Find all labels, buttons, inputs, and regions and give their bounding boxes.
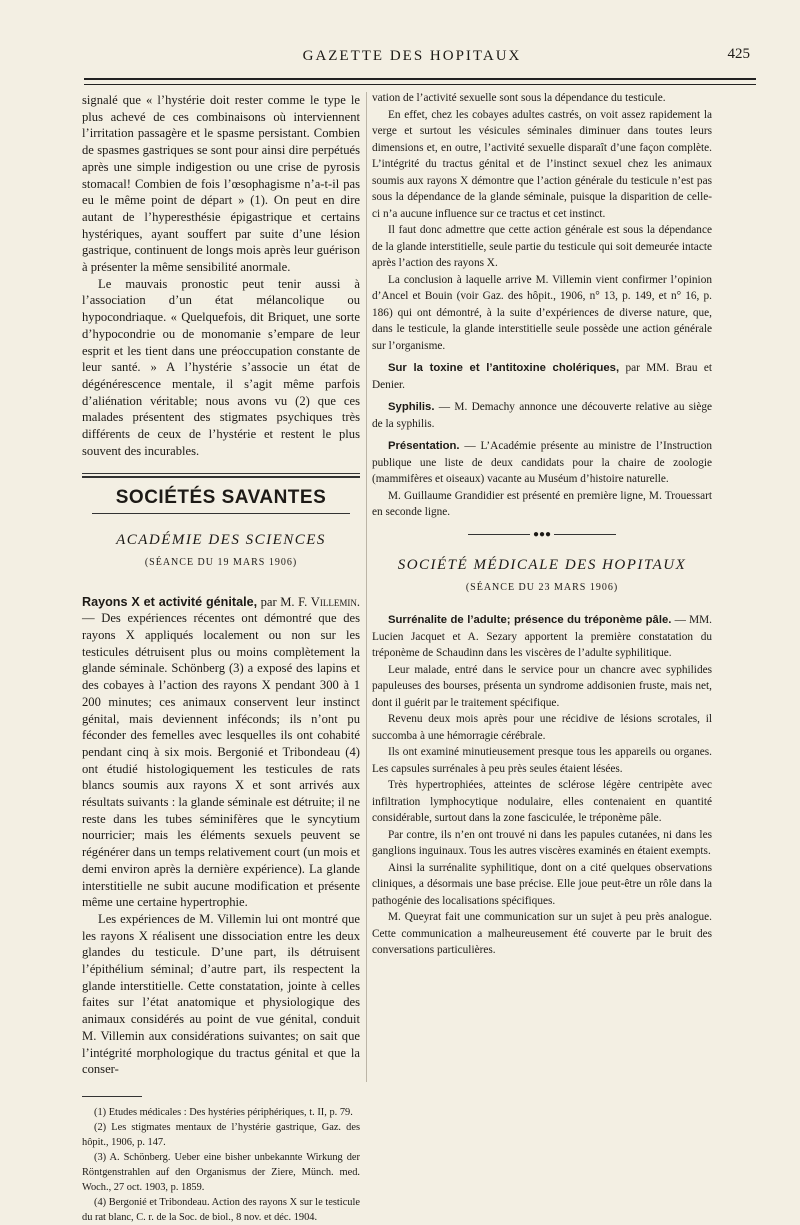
- session-date: (SÉANCE DU 23 MARS 1906): [465, 581, 619, 593]
- paragraph: signalé que « l’hystérie doit rester comme le type le plus achevé de ces combinaisons où interviennent l’irritation passagère et le spasme persistant. Combien de spasmes gastriques se sont pour ainsi dire perpétués après une simple indigestion ou une crise de pyrosis stomacal! Combien de fois l’œsophagisme n’a-t-il pas eu le même point de départ » (1). On peut en dire autant de l’hyperesthésie épigastrique et certains hystériques, ayant souffert par suite d’une lésion gastrique, continuent de longs mois après leur guérison à présenter la même sensibilité anormale.: [82, 93, 360, 275]
- article-heading: Surrénalite de l’adulte; présence du tréponème pâle.: [388, 614, 672, 626]
- column-separator: [366, 92, 367, 1082]
- paragraph: Leur malade, entré dans le service pour un chancre avec syphilides papuleuses des bourses, présenta un syndrome addisonien fruste, mais net, dont il guérit par le traitement spécifique.: [372, 663, 712, 709]
- article-text: — L’Académie présente au ministre de l’Instruction publique une liste de deux candidats pour la chaire de zoologie (mammifères et oiseaux) vacante au Muséum d’histoire naturelle.: [372, 440, 712, 485]
- society-heading: ACADÉMIE DES SCIENCES: [116, 532, 326, 549]
- paragraph: Il faut donc admettre que cette action générale est sous la dépendance de la glande interstitielle, seule partie du testicule qui soit demeurée intacte après l’action des rayons X.: [372, 224, 712, 269]
- article-heading: Rayons X et activité génitale,: [82, 594, 258, 609]
- article-byline: par M. F.: [260, 594, 308, 609]
- footnote: (1) Etudes médicales : Des hystéries périphériques, t. II, p. 79.: [94, 1106, 353, 1118]
- footnote-rule: [82, 1096, 142, 1097]
- page-number: 425: [727, 46, 750, 62]
- footnote: (3) A. Schönberg. Ueber eine bisher unbekannte Wirkung der Röntgenstrahlen auf den Organismus der Ziere, Münch. med. Woch., 27 oct. 1903, p. 1859.: [82, 1151, 360, 1193]
- article-heading: Présentation.: [388, 440, 460, 452]
- paragraph: Le mauvais pronostic peut tenir aussi à l’association d’un état mélancolique ou hypocondriaque. « Quelquefois, dit Briquet, une sorte d’hypocondrie ou de monomanie s’empare de leur esprit et les tient dans une préoccupation constante de leur santé. » A l’hystérie s’associe un état de dégénérescence mentale, il s’agit même parfois d’aliénation véritable; nous avons vu (2) que ces malades présentent des stigmates psychiques très différents de ceux de l’hystérie et restent le plus souvent des incurables.: [82, 276, 360, 458]
- article-paragraph: [372, 399, 712, 432]
- section-divider: [82, 473, 360, 478]
- society-heading: SOCIÉTÉ MÉDICALE DES HOPITAUX: [397, 557, 687, 573]
- paragraph: Ils ont examiné minutieusement presque tous les appareils ou organes. Les capsules surrénales à peu près seules étaient lésées.: [372, 746, 712, 775]
- paragraph: Revenu deux mois après pour une récidive de lésions scrotales, il succomba à une hémorragie cérébrale.: [372, 713, 712, 742]
- session-date: (SÉANCE DU 19 MARS 1906): [144, 556, 298, 568]
- paragraph: Ainsi la surrénalite syphilitique, dont on a cité quelques observations cliniques, a désormais une base précise. Elle joue peut-être un rôle dans la pathogénie des localisations spécifiques.: [372, 861, 712, 907]
- article-paragraph: [372, 438, 712, 488]
- article-paragraph: [82, 594, 360, 911]
- running-title: GAZETTE DES HOPITAUX: [302, 48, 522, 64]
- page-header: [64, 48, 760, 74]
- section-title: SOCIÉTÉS SAVANTES: [115, 487, 327, 509]
- article-heading: Syphilis.: [388, 401, 435, 413]
- paragraph: Les expériences de M. Villemin lui ont montré que les rayons X réalisent une dissociation entre les deux glandes du testicule. D’une part, ils détruisent l’épithélium séminal; d’autre part, ils respectent la glande interstitielle. Cette constatation, jointe à celles faites sur l’état anatomique et physiologique des animaux considérés au point de vue génital, conduit M. Villemin aux considérations suivantes; on sait que l’intégrité morphologique du tractus génital et que la conser-: [82, 911, 360, 1077]
- left-column: [82, 92, 360, 1225]
- paragraph: En effet, chez les cobayes adultes castrés, on voit assez rapidement la verge et surtout les vésicules séminales diminuer dans toutes leurs dimensions et, en outre, l’activité sexuelle disparaît d’une façon complète. L’intégrité du tractus génital et de l’instinct sexuel chez les animaux soumis aux rayons X démontre que l’action générale du testicule n’est pas sous la dépendance de la glande séminale, puisque la disparition de celle-ci n’a aucune influence sur ce tractus et cet instinct.: [372, 108, 712, 220]
- article-text: — M. Demachy annonce une découverte relative au siège de la syphilis.: [372, 401, 712, 430]
- article-text: — MM. Lucien Jacquet et A. Sezary apportent la première constatation du tréponème de Schaudinn dans les viscères de l’adulte syphilitique.: [372, 614, 712, 659]
- paragraph: M. Guillaume Grandidier est présenté en première ligne, M. Trouessart en seconde ligne.: [372, 489, 712, 518]
- article-author: Villemin.: [310, 594, 360, 609]
- article-paragraph: [372, 612, 712, 662]
- article-text: par MM. Brau et Denier.: [372, 362, 712, 391]
- footnote: (2) Les stigmates mentaux de l’hystérie gastrique, Gaz. des hôpit., 1906, p. 147.: [82, 1121, 360, 1148]
- footnote: (4) Bergonié et Tribondeau. Action des rayons X sur le testicule du rat blanc, C. r. de la Soc. de biol., 8 nov. et déc. 1904.: [82, 1196, 360, 1223]
- ornament-divider: ●●●: [372, 527, 712, 544]
- paragraph: vation de l’activité sexuelle sont sous la dépendance du testicule.: [372, 92, 666, 104]
- article-text: — Des expériences récentes ont démontré que des rayons X appliqués localement ou non sur les testicules détruisent plus ou moins complètement la glande séminale. Schönberg (3) a exposé des lapins et des cobayes à l’action des rayons X pendant 300 à 1 200 minutes; ces animaux conservent leur instinct génital, mais deviennent inféconds; ils n’ont pu féconder des femelles avec lesquelles ils ont cohabité pendant cinq à six mois. Bergonié et Tribondeau (4) ont étudié histologiquement les testicules de rats blancs soumis aux rayons X et sont arrivés aux résultats suivants : la glande séminale est détruite; il ne reste dans les tubes séminifères que le syncytium nourricier; mais les éléments sexuels peuvent se régénérer dans un temps relativement court (un mois et demi environ après la dernière expérience). La glande interstitielle ne subit aucune modification et présente même une certaine hypertrophie.: [82, 611, 360, 910]
- header-rule-thin: [84, 84, 756, 85]
- paragraph: M. Queyrat fait une communication sur un sujet à peu près analogue. Cette communication a malheureusement été couverte par le bruit des conversations particulières.: [372, 911, 712, 956]
- paragraph: Très hypertrophiées, atteintes de sclérose légère centripète avec infiltration lymphocytique nodulaire, elles contenaient en quantité considérable, surtout dans la zone fasciculée, le tréponème pâle.: [372, 779, 712, 824]
- header-rule: [84, 78, 756, 80]
- paragraph: La conclusion à laquelle arrive M. Villemin vient confirmer l’opinion d’Ancel et Bouin (voir Gaz. des hôpit., 1906, n° 13, p. 149, et n° 16, p. 186) qui ont démontré, à la suite d’expériences de diverse nature, que, dans le testicule, la glande interstitielle seule possède une action générale sur l’organisme.: [372, 273, 712, 352]
- paragraph: Par contre, ils n’en ont trouvé ni dans les papules cutanées, ni dans les ganglions inguinaux. Tous les autres viscères examinés en étaient exempts.: [372, 828, 712, 857]
- article-heading: Sur la toxine et l’antitoxine cholériques,: [388, 362, 620, 374]
- article-paragraph: [372, 360, 712, 393]
- right-column: [372, 90, 712, 959]
- section-rule: [92, 513, 350, 514]
